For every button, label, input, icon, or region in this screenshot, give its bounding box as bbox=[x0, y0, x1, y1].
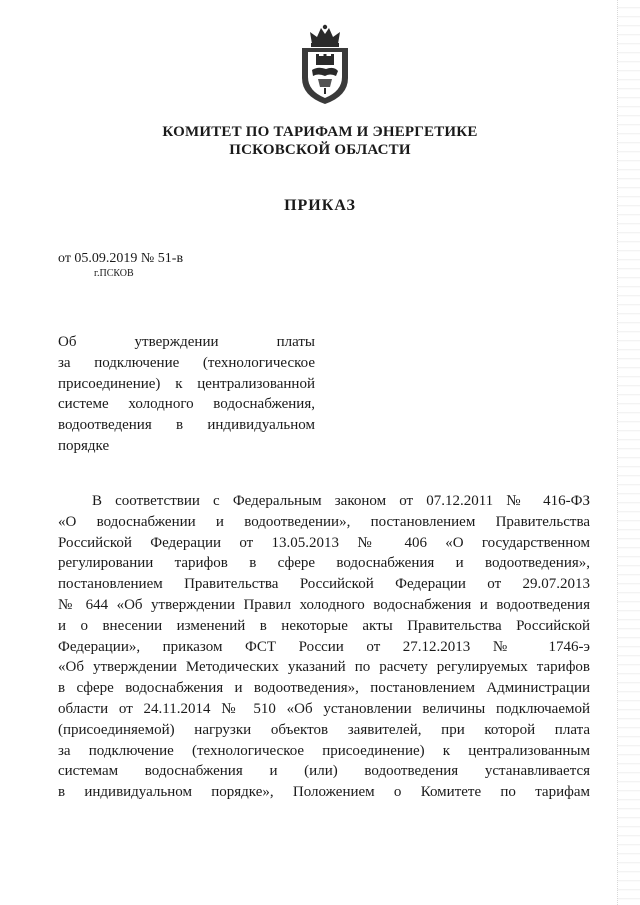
body-line: (присоединяемой) нагрузки объектов заявителей, при которой плата bbox=[58, 721, 590, 738]
body-line: в индивидуальном порядке», Положением о Комитете по тарифам bbox=[58, 784, 590, 801]
body-line: системам водоснабжения и (или) водоотведения устанавливается bbox=[58, 763, 590, 780]
body-line: Российской Федерации от 13.05.2013 № 406 «О государственном bbox=[58, 534, 590, 551]
subject-line: водоотведения в индивидуальном bbox=[58, 417, 315, 434]
body-line: области от 24.11.2014 № 510 «Об установлении величины подключаемой bbox=[58, 700, 590, 717]
body-line: за подключение (технологическое присоединение) к централизованным bbox=[58, 742, 590, 759]
body-line: Федерации», приказом ФСТ России от 27.12.2013 № 1746-э bbox=[58, 638, 590, 655]
body-line: постановлением Правительства Российской Федерации от 29.07.2013 bbox=[58, 576, 590, 593]
body-line: № 644 «Об утверждении Правил холодного водоснабжения и водоотведения bbox=[58, 596, 590, 613]
subject-line: присоединение) к централизованной bbox=[58, 375, 315, 392]
body-line: В соответствии с Федеральным законом от 07.12.2011 № 416-ФЗ bbox=[92, 493, 590, 509]
body-line: «О водоснабжении и водоотведении», постановлением Правительства bbox=[58, 513, 590, 530]
body-line: и о внесении изменений в некоторые акты Правительства Российской bbox=[58, 617, 590, 634]
committee-name-line2: ПСКОВСКОЙ ОБЛАСТИ bbox=[229, 142, 411, 158]
subject-line: системе холодного водоснабжения, bbox=[58, 396, 315, 413]
committee-name-line1: КОМИТЕТ ПО ТАРИФАМ И ЭНЕРГЕТИКЕ bbox=[162, 124, 478, 140]
document-title: ПРИКАЗ bbox=[284, 197, 356, 214]
order-body-text bbox=[58, 491, 590, 803]
subject-line: за подключение (технологическое bbox=[58, 354, 315, 371]
subject-line: Об утверждении платы bbox=[58, 334, 315, 350]
body-line: «Об утверждении Методических указаний по расчету регулируемых тарифов bbox=[58, 659, 590, 676]
body-line: регулировании тарифов в сфере водоснабжения и водоотведения», bbox=[58, 555, 590, 572]
body-line: в сфере водоснабжения и водоотведения», постановлением Администрации bbox=[58, 680, 590, 697]
coat-of-arms-icon bbox=[296, 24, 354, 106]
order-date-number: от 05.09.2019 № 51-в bbox=[58, 251, 184, 266]
order-city: г.ПСКОВ bbox=[94, 268, 134, 279]
subject-line: порядке bbox=[58, 437, 110, 454]
order-subject bbox=[58, 332, 315, 457]
